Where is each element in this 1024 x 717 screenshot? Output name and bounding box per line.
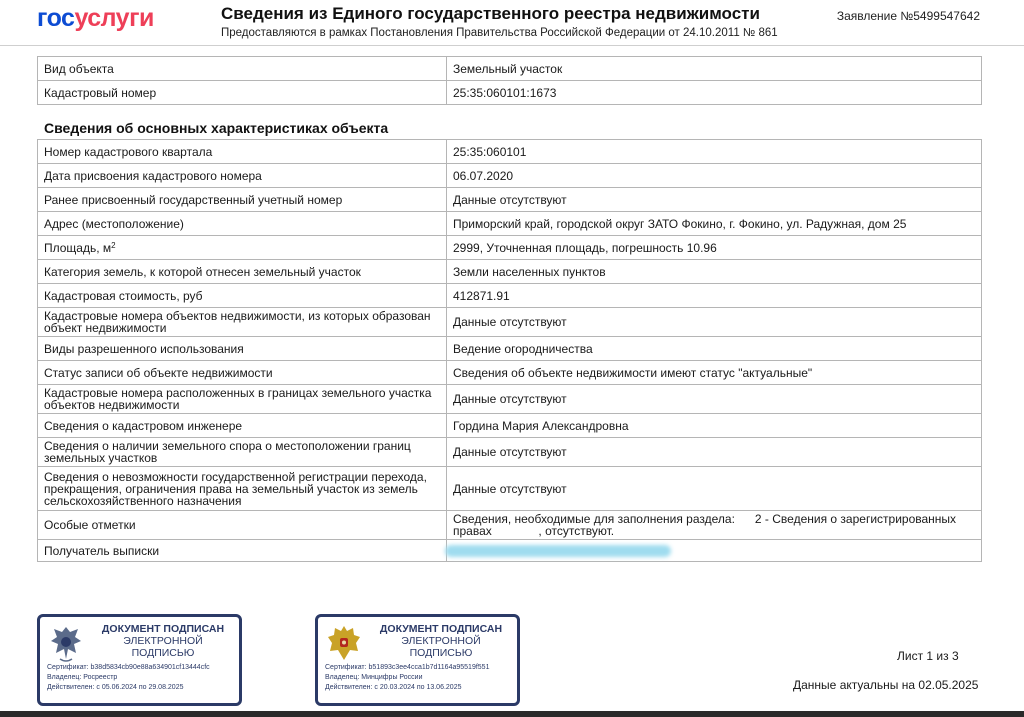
table-row [38, 308, 982, 337]
table-row [38, 337, 982, 361]
table-row [38, 236, 982, 260]
table-row [38, 284, 982, 308]
quarter-value: 25:35:060101 [447, 140, 982, 164]
table-row [38, 540, 982, 562]
cost-value: 412871.91 [447, 284, 982, 308]
object-table [37, 56, 982, 105]
table-row [38, 438, 982, 467]
category-label: Категория земель, к которой отнесен земельный участок [38, 260, 447, 284]
table-row [38, 260, 982, 284]
stamp-owner: Владелец: Минцифры России [325, 674, 423, 681]
stamp-certificate: Сертификат: b51893c3ee4cca1b7d1164a95519f551 [325, 664, 490, 671]
sheet-number: Лист 1 из 3 [897, 649, 959, 663]
rosreestr-emblem-icon [48, 623, 84, 665]
dispute-value: Данные отсутствуют [447, 438, 982, 467]
engineer-value: Гордина Мария Александровна [447, 414, 982, 438]
characteristics-table [37, 139, 982, 562]
permitted-use-value: Ведение огородничества [447, 337, 982, 361]
address-value: Приморский край, городской округ ЗАТО Фокино, г. Фокино, ул. Радужная, дом 25 [447, 212, 982, 236]
signature-stamp-mintsifry [315, 614, 520, 706]
recipient-value-cell [447, 540, 982, 562]
cadastral-number-value: 25:35:060101:1673 [447, 81, 982, 105]
impossibility-value: Данные отсутствуют [447, 467, 982, 511]
stamp-heading-line2: ЭЛЕКТРОННОЙ [123, 635, 203, 647]
gosuslugi-logo[interactable] [37, 4, 154, 33]
source-objects-value: Данные отсутствуют [447, 308, 982, 337]
dispute-label: Сведения о наличии земельного спора о местоположении границ земельных участков [38, 438, 447, 467]
application-number: Заявление №5499547642 [836, 9, 980, 23]
redacted-recipient [445, 545, 671, 557]
table-row [38, 361, 982, 385]
stamp-heading-line1: ДОКУМЕНТ ПОДПИСАН [101, 623, 225, 635]
stamp-valid: Действителен: с 05.06.2024 по 29.08.2025 [47, 684, 184, 691]
document-subtitle: Предоставляются в рамках Постановления Правительства Российской Федерации от 24.10.2011 № 861 [221, 27, 778, 39]
logo-part-uslugi: услуги [74, 4, 154, 32]
logo-part-gos: гос [37, 4, 75, 32]
assign-date-label: Дата присвоения кадастрового номера [38, 164, 447, 188]
engineer-label: Сведения о кадастровом инженере [38, 414, 447, 438]
document-header [0, 0, 1024, 46]
stamp-info [47, 663, 210, 693]
located-objects-label: Кадастровые номера расположенных в границах земельного участка объектов недвижимости [38, 385, 447, 414]
stamp-certificate: Сертификат: b38d5834cb90e88a634901cf13444cfc [47, 664, 210, 671]
area-value: 2999, Уточненная площадь, погрешность 10.96 [447, 236, 982, 260]
located-objects-value: Данные отсутствуют [447, 385, 982, 414]
coat-of-arms-icon [326, 623, 362, 665]
table-row [38, 140, 982, 164]
table-row [38, 212, 982, 236]
area-label: Площадь, м [44, 240, 112, 255]
section-title: Сведения об основных характеристиках объекта [44, 120, 389, 136]
prev-number-value: Данные отсутствуют [447, 188, 982, 212]
area-unit-superscript: 2 [111, 240, 116, 250]
table-row [38, 81, 982, 105]
quarter-label: Номер кадастрового квартала [38, 140, 447, 164]
stamp-info [325, 663, 489, 693]
stamp-heading-line3: ПОДПИСЬЮ [409, 647, 473, 659]
special-marks-value: Сведения, необходимые для заполнения раздела: 2 - Сведения о зарегистрированных правах , отсутствуют. [447, 511, 982, 540]
cadastral-number-label: Кадастровый номер [38, 81, 447, 105]
table-row [38, 57, 982, 81]
table-row [38, 467, 982, 511]
stamp-heading [88, 623, 238, 659]
actual-date: Данные актуальны на 02.05.2025 [793, 678, 979, 692]
stamp-heading-line2: ЭЛЕКТРОННОЙ [401, 635, 481, 647]
object-type-value: Земельный участок [447, 57, 982, 81]
document-title: Сведения из Единого государственного реестра недвижимости [221, 4, 760, 23]
stamp-owner: Владелец: Росреестр [47, 674, 118, 681]
assign-date-value: 06.07.2020 [447, 164, 982, 188]
cost-label: Кадастровая стоимость, руб [38, 284, 447, 308]
signature-stamp-rosreestr [37, 614, 242, 706]
impossibility-label: Сведения о невозможности государственной регистрации перехода, прекращения, ограничения права на земельный участок из земель сельскохозяйственного назначения [38, 467, 447, 511]
bottom-bar [0, 711, 1024, 717]
record-status-label: Статус записи об объекте недвижимости [38, 361, 447, 385]
stamp-valid: Действителен: с 20.03.2024 по 13.06.2025 [325, 684, 462, 691]
table-row [38, 188, 982, 212]
source-objects-label: Кадастровые номера объектов недвижимости, из которых образован объект недвижимости [38, 308, 447, 337]
stamp-heading [366, 623, 516, 659]
area-label-cell [38, 236, 447, 260]
table-row [38, 414, 982, 438]
recipient-label: Получатель выписки [38, 540, 447, 562]
table-row [38, 511, 982, 540]
table-row [38, 385, 982, 414]
stamp-heading-line1: ДОКУМЕНТ ПОДПИСАН [379, 623, 503, 635]
stamp-heading-line3: ПОДПИСЬЮ [131, 647, 195, 659]
table-row [38, 164, 982, 188]
prev-number-label: Ранее присвоенный государственный учетный номер [38, 188, 447, 212]
permitted-use-label: Виды разрешенного использования [38, 337, 447, 361]
object-type-label: Вид объекта [38, 57, 447, 81]
special-marks-label: Особые отметки [38, 511, 447, 540]
category-value: Земли населенных пунктов [447, 260, 982, 284]
record-status-value: Сведения об объекте недвижимости имеют статус "актуальные" [447, 361, 982, 385]
address-label: Адрес (местоположение) [38, 212, 447, 236]
